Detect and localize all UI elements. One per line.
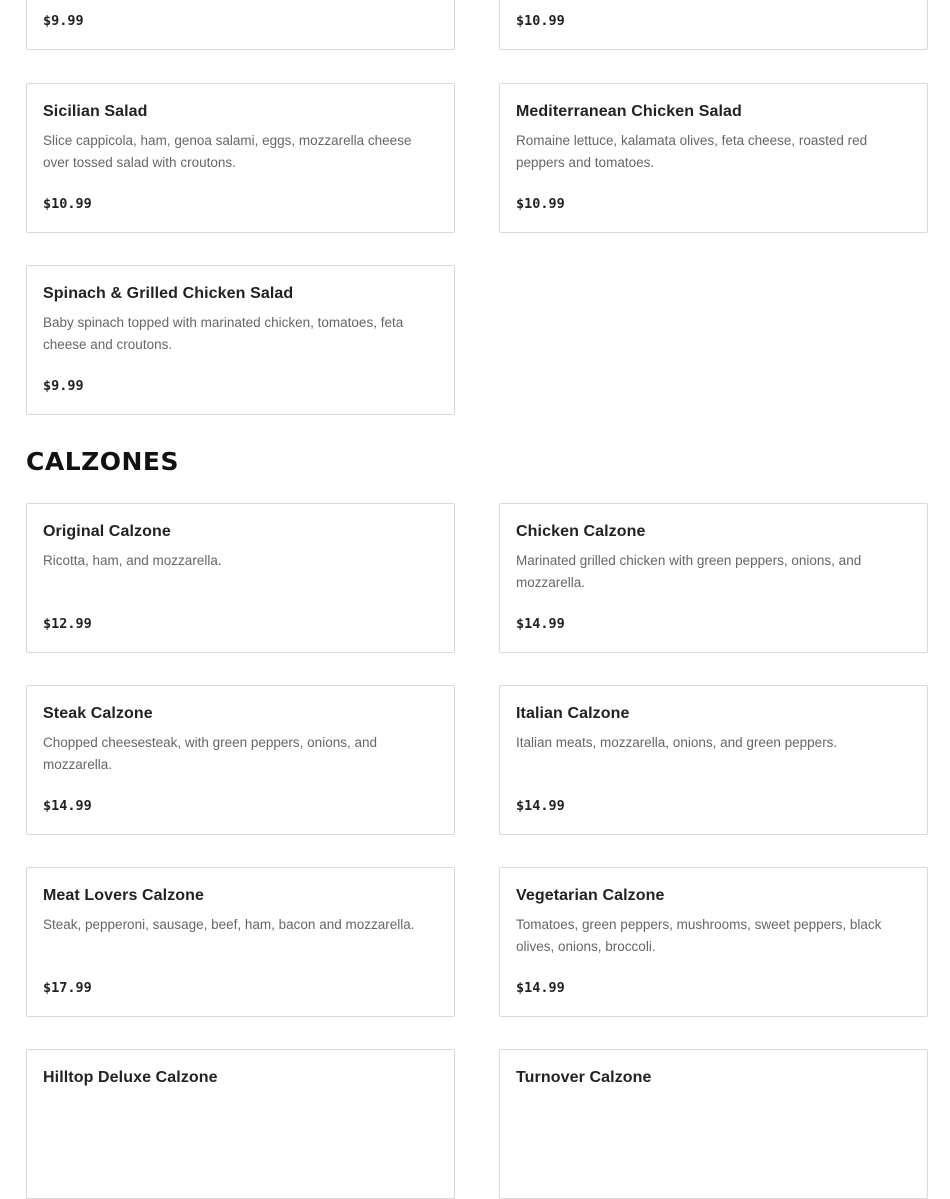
item-name: Steak Calzone [43,705,153,722]
menu-item-card[interactable] [499,83,928,233]
item-price: $10.99 [43,196,92,212]
section-title-calzones: CALZONES [26,447,180,476]
menu-item-card[interactable] [26,1049,455,1199]
item-price: $14.99 [516,798,565,814]
menu-item-card[interactable] [26,0,455,50]
menu-item-card[interactable] [499,1049,928,1199]
item-name: Italian Calzone [516,705,630,722]
menu-item-card[interactable] [499,867,928,1017]
item-name: Spinach & Grilled Chicken Salad [43,285,294,302]
item-name: Original Calzone [43,523,171,540]
item-description: Marinated grilled chicken with green peppers, onions, and mozzarella. [516,553,862,590]
item-price: $12.99 [43,616,92,632]
item-price: $14.99 [516,616,565,632]
item-description: Chopped cheesesteak, with green peppers, onions, and mozzarella. [43,735,377,772]
item-name: Hilltop Deluxe Calzone [43,1069,218,1086]
item-name: Mediterranean Chicken Salad [516,103,742,120]
menu-item-card[interactable] [499,0,928,50]
item-name: Sicilian Salad [43,103,148,120]
item-name: Vegetarian Calzone [516,887,665,904]
item-price: $14.99 [516,980,565,996]
item-description: Romaine lettuce, kalamata olives, feta cheese, roasted red peppers and tomatoes. [516,133,868,170]
item-description: Slice cappicola, ham, genoa salami, eggs, mozzarella cheese over tossed salad with croutons. [43,133,412,170]
menu-item-card[interactable] [499,503,928,653]
item-price: $9.99 [43,13,84,29]
item-price: $10.99 [516,196,565,212]
menu-item-card[interactable] [26,503,455,653]
menu-item-card[interactable] [26,265,455,415]
item-name: Meat Lovers Calzone [43,887,205,904]
item-description: Ricotta, ham, and mozzarella. [43,553,222,568]
menu-item-card[interactable] [499,685,928,835]
item-name: Chicken Calzone [516,523,646,540]
item-price: $9.99 [43,378,84,394]
item-description: Baby spinach topped with marinated chicken, tomatoes, feta cheese and croutons. [43,315,404,352]
item-price: $17.99 [43,980,92,996]
menu-item-card[interactable] [26,685,455,835]
item-description: Tomatoes, green peppers, mushrooms, sweet peppers, black olives, onions, broccoli. [516,917,882,954]
item-description: Steak, pepperoni, sausage, beef, ham, bacon and mozzarella. [43,917,415,932]
item-description: Italian meats, mozzarella, onions, and green peppers. [516,735,838,750]
item-name: Turnover Calzone [516,1069,652,1086]
menu-item-card[interactable] [26,83,455,233]
item-price: $14.99 [43,798,92,814]
menu-item-card[interactable] [26,867,455,1017]
item-price: $10.99 [516,13,565,29]
